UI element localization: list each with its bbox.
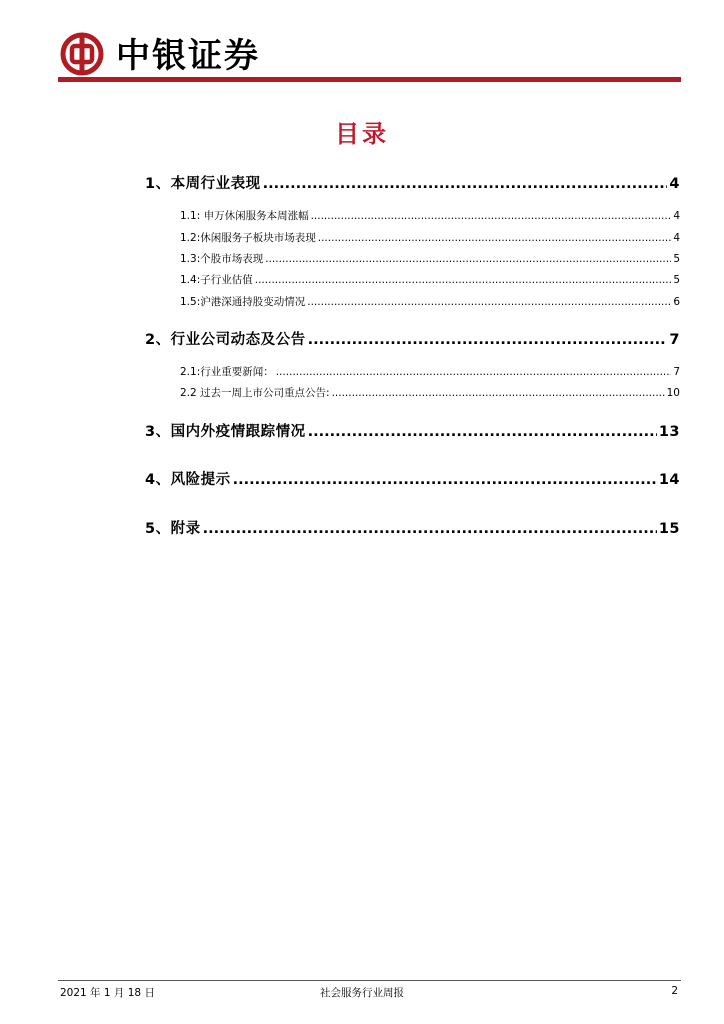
toc-entry-page: 15 — [658, 521, 680, 537]
header-divider — [58, 77, 681, 82]
toc-entry-page: 4 — [669, 176, 680, 192]
toc-leader-dots — [203, 521, 657, 537]
toc-entry-label: 1.1: 申万休闲服务本周涨幅 — [180, 210, 309, 222]
report-header — [60, 22, 680, 76]
toc-leader-dots — [263, 176, 668, 192]
toc-entry-page: 13 — [658, 424, 680, 440]
toc-leader-dots — [276, 366, 672, 378]
toc-leader-dots — [265, 253, 671, 265]
toc-leader-dots — [307, 296, 671, 308]
toc-entry-page: 6 — [673, 296, 680, 308]
toc-entry-label: 4、风险提示 — [145, 472, 231, 488]
toc-entry[interactable] — [180, 251, 680, 266]
toc-entry[interactable] — [145, 328, 680, 349]
toc-leader-dots — [318, 232, 672, 244]
toc-entry[interactable] — [180, 230, 680, 245]
brand-name: 中银证券 — [116, 36, 260, 76]
toc-entry-page: 7 — [673, 366, 680, 378]
toc-entry-page: 4 — [673, 210, 680, 222]
toc-entry[interactable] — [145, 420, 680, 441]
toc-entry[interactable] — [145, 517, 680, 538]
toc-leader-dots — [332, 387, 665, 399]
toc-entry-label: 2、行业公司动态及公告 — [145, 332, 306, 348]
toc-entry-label: 2.1:行业重要新闻： — [180, 366, 274, 378]
toc-entry-label: 1.3:个股市场表现 — [180, 253, 264, 265]
toc-entry[interactable] — [180, 294, 680, 309]
toc-leader-dots — [308, 332, 668, 348]
toc-entry-label: 2.2 过去一周上市公司重点公告: — [180, 387, 330, 399]
toc-title: 目录 — [335, 119, 389, 148]
toc-entry-page: 5 — [673, 253, 680, 265]
footer-page-number: 2 — [671, 985, 678, 997]
toc-leader-dots — [308, 424, 657, 440]
toc-entry-label: 1.5:沪港深通持股变动情况 — [180, 296, 306, 308]
toc-leader-dots — [255, 274, 672, 286]
toc-entry-page: 4 — [673, 232, 680, 244]
toc-entry-page: 7 — [669, 332, 680, 348]
bank-of-china-logo-icon — [60, 32, 104, 76]
toc-entry-label: 3、国内外疫情跟踪情况 — [145, 424, 306, 440]
toc-entry[interactable] — [145, 172, 680, 193]
toc-entry[interactable] — [180, 385, 680, 400]
footer-report-name: 社会服务行业周报 — [320, 987, 404, 999]
toc-leader-dots — [311, 210, 672, 222]
toc-entry-page: 14 — [658, 472, 680, 488]
toc-entry-label: 5、附录 — [145, 521, 201, 537]
toc-entry[interactable] — [180, 208, 680, 223]
toc-entry-page: 5 — [673, 274, 680, 286]
toc-entry[interactable] — [180, 364, 680, 379]
toc-entry-page: 10 — [666, 387, 680, 399]
toc-entry-label: 1.2:休闲服务子板块市场表现 — [180, 232, 316, 244]
toc-entry-label: 1、本周行业表现 — [145, 176, 261, 192]
footer-date: 2021 年 1 月 18 日 — [60, 987, 155, 999]
footer-divider — [58, 980, 681, 981]
toc-entry[interactable] — [180, 272, 680, 287]
toc-leader-dots — [233, 472, 657, 488]
toc-entry[interactable] — [145, 468, 680, 489]
toc-entry-label: 1.4:子行业估值 — [180, 274, 253, 286]
